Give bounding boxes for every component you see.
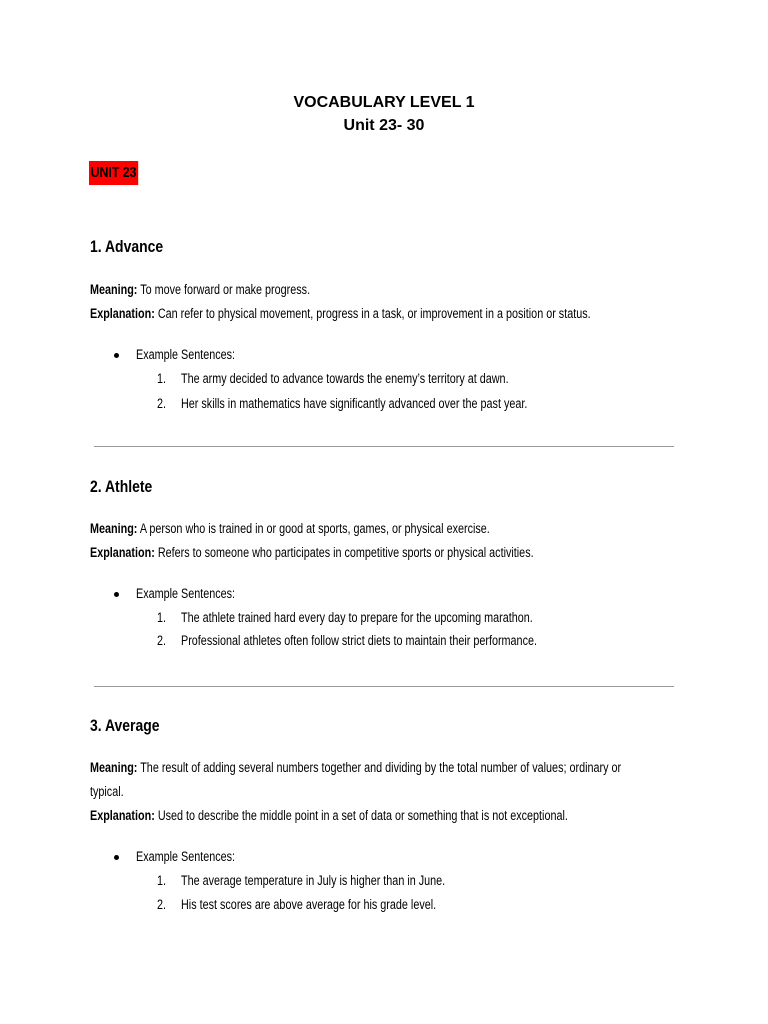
bullet-icon	[114, 592, 119, 597]
example-number: 2.	[157, 897, 167, 912]
unit-label: UNIT 23	[89, 161, 138, 185]
explanation-line	[90, 544, 534, 562]
explanation-text: Can refer to physical movement, progress in a task, or improvement in a position or status.	[157, 306, 591, 321]
example-number: 1.	[157, 371, 167, 386]
word-heading-athlete: 2. Athlete	[90, 477, 153, 496]
example-number: 2.	[157, 633, 167, 648]
section-divider	[94, 686, 674, 687]
bullet-icon	[114, 855, 119, 860]
meaning-text: A person who is trained in or good at sports, games, or physical exercise.	[139, 521, 490, 536]
example-text: His test scores are above average for his grade level.	[181, 897, 437, 912]
explanation-label: Explanation:	[90, 545, 155, 560]
meaning-line-continued: typical.	[90, 784, 124, 799]
examples-label: Example Sentences:	[136, 849, 236, 864]
explanation-line	[90, 305, 591, 323]
section-divider	[94, 446, 674, 447]
example-number: 2.	[157, 396, 167, 411]
examples-label: Example Sentences:	[136, 586, 236, 601]
word-heading-average: 3. Average	[90, 716, 160, 735]
examples-label: Example Sentences:	[136, 347, 236, 362]
explanation-label: Explanation:	[90, 306, 155, 321]
example-text: The athlete trained hard every day to prepare for the upcoming marathon.	[181, 610, 533, 625]
word-heading-advance: 1. Advance	[90, 237, 164, 256]
meaning-label: Meaning:	[90, 760, 138, 775]
explanation-label: Explanation:	[90, 808, 155, 823]
meaning-line	[90, 281, 310, 299]
explanation-text: Refers to someone who participates in competitive sports or physical activities.	[157, 545, 534, 560]
explanation-text: Used to describe the middle point in a set of data or something that is not exceptional.	[157, 808, 568, 823]
meaning-line	[90, 520, 490, 538]
explanation-line	[90, 807, 568, 825]
example-text: Professional athletes often follow strict diets to maintain their performance.	[181, 633, 537, 648]
meaning-text: To move forward or make progress.	[140, 282, 311, 297]
document-title: VOCABULARY LEVEL 1	[293, 94, 475, 111]
example-number: 1.	[157, 610, 167, 625]
document-subtitle: Unit 23- 30	[343, 117, 425, 134]
meaning-label: Meaning:	[90, 521, 138, 536]
example-text: The army decided to advance towards the enemy’s territory at dawn.	[181, 371, 509, 386]
example-text: The average temperature in July is higher than in June.	[181, 873, 446, 888]
example-text: Her skills in mathematics have significantly advanced over the past year.	[181, 396, 528, 411]
bullet-icon	[114, 353, 119, 358]
meaning-label: Meaning:	[90, 282, 138, 297]
meaning-line	[90, 759, 621, 777]
meaning-text: The result of adding several numbers together and dividing by the total number of values; ordinary or	[140, 760, 622, 775]
example-number: 1.	[157, 873, 167, 888]
